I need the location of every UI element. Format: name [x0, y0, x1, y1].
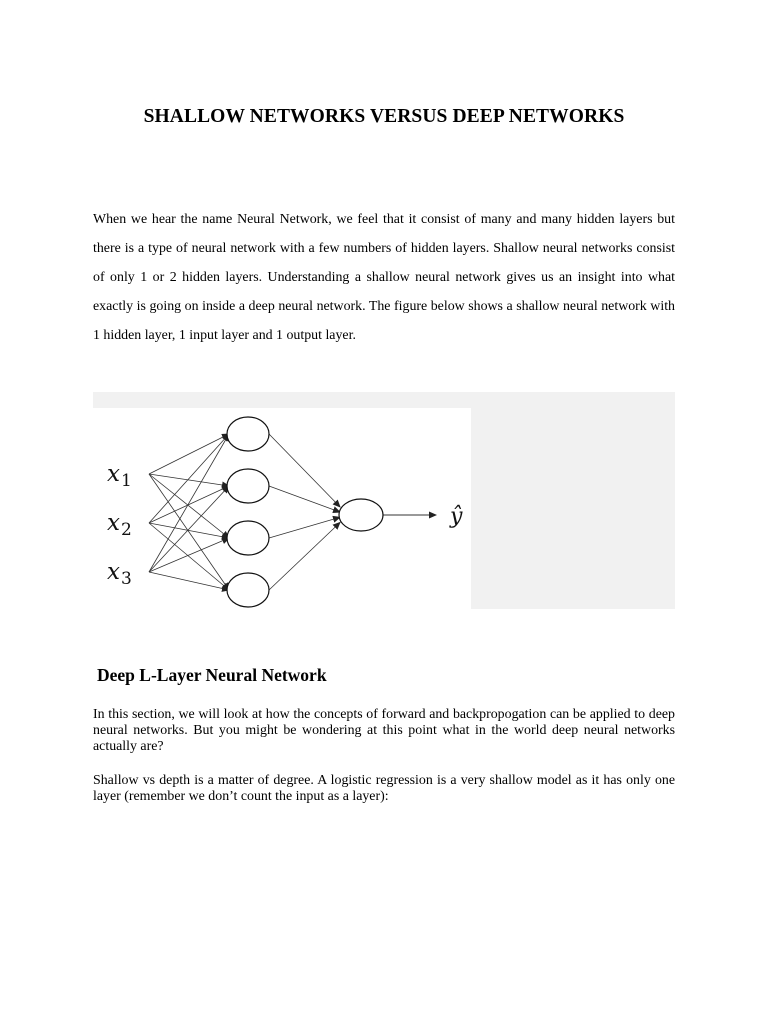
edge-hidden-2-output: [269, 486, 340, 512]
hidden-node-1: [227, 417, 269, 451]
section-heading: Deep L-Layer Neural Network: [97, 665, 327, 685]
input-label-3: $x_3$: [107, 559, 132, 589]
edge-input-1-hidden-3: [149, 474, 229, 538]
edge-input-3-hidden-3: [149, 538, 229, 572]
section-paragraph-2: Shallow vs depth is a matter of degree. A logistic regression is a very shallow model as it has only one layer (remember we don’t count the input as a layer):: [93, 773, 675, 804]
input-label-1: $x_1$: [107, 461, 132, 491]
edge-hidden-1-output: [269, 434, 340, 507]
neural-network-diagram: [93, 408, 471, 609]
hidden-node-4: [227, 573, 269, 607]
network-connections: [149, 434, 436, 590]
output-label: ŷ: [450, 504, 463, 529]
edge-input-1-hidden-2: [149, 474, 229, 486]
output-node: [339, 499, 383, 531]
figure-panel: [93, 392, 675, 609]
section-paragraph-1: In this section, we will look at how the concepts of forward and backpropogation can be applied to deep neural networks. But you might be wondering at this point what in the world deep neural networks actually are?: [93, 707, 675, 754]
hidden-node-3: [227, 521, 269, 555]
input-label-2: $x_2$: [107, 510, 132, 540]
edge-input-3-hidden-4: [149, 572, 229, 590]
neural-network-figure: [93, 408, 471, 609]
edge-input-2-hidden-4: [149, 523, 229, 590]
network-nodes: [227, 417, 383, 607]
hidden-node-2: [227, 469, 269, 503]
intro-paragraph: When we hear the name Neural Network, we feel that it consist of many and many hidden layers but there is a type of neural network with a few numbers of hidden layers. Shallow neural networks consist of only 1 or 2 hidden layers. Understanding a shallow neural network gives us an insight into what exactly is going on inside a deep neural network. The figure below shows a shallow neural network with 1 hidden layer, 1 input layer and 1 output layer.: [93, 212, 675, 343]
page-title: SHALLOW NETWORKS VERSUS DEEP NETWORKS: [143, 106, 625, 127]
edge-input-2-hidden-1: [149, 434, 229, 523]
edge-hidden-4-output: [269, 523, 340, 591]
edge-input-3-hidden-1: [149, 434, 229, 572]
edge-hidden-3-output: [269, 517, 340, 538]
edge-input-2-hidden-3: [149, 523, 229, 538]
edge-input-3-hidden-2: [149, 486, 229, 572]
